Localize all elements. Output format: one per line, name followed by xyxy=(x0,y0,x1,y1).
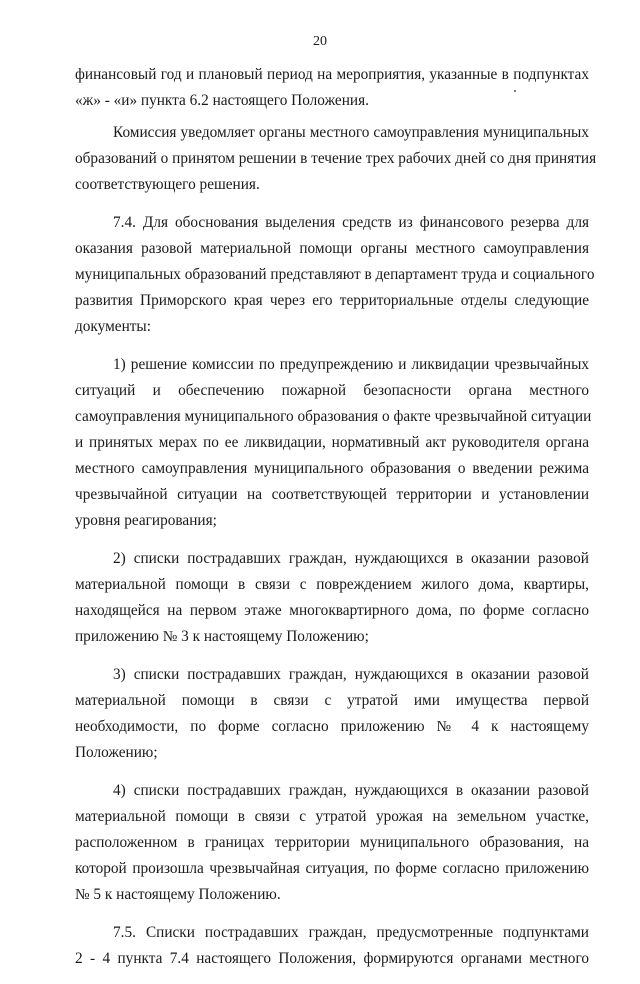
text-line: «ж» - «и» пункта 6.2 настоящего Положения. xyxy=(75,92,369,109)
text-line: образований о принятом решении в течение трех рабочих дней со дня принятия xyxy=(75,150,597,167)
paragraph-7-4 xyxy=(75,210,595,340)
text-line: которой произошла чрезвычайная ситуация, по форме согласно приложению xyxy=(75,860,589,877)
text-line: приложению № 3 к настоящему Положению; xyxy=(75,628,369,645)
text-line: Положению; xyxy=(75,744,158,761)
text-line: соответствующего решения. xyxy=(75,176,260,193)
text-line: и принятых мерах по ее ликвидации, нормативный акт руководителя органа xyxy=(75,434,589,451)
text-line: материальной помощи в связи с утратой урожая на земельном участке, xyxy=(75,808,589,825)
document-body xyxy=(75,62,597,984)
text-line: муниципальных образований представляют в департамент труда и социального xyxy=(75,266,595,283)
text-line: Комиссия уведомляет органы местного самоуправления муниципальных xyxy=(113,124,589,141)
text-line: № 5 к настоящему Положению. xyxy=(75,886,281,903)
text-line: самоуправления муниципального образования о факте чрезвычайной ситуации xyxy=(75,408,592,425)
text-line: необходимости, по форме согласно приложению № 4 к настоящему xyxy=(75,718,589,735)
text-line: 7.5. Списки пострадавших граждан, предусмотренные подпунктами xyxy=(113,924,589,941)
paragraph-continuation xyxy=(75,62,589,114)
text-line: финансовый год и плановый период на мероприятия, указанные в подпунктах xyxy=(75,66,589,83)
paragraph-item-3 xyxy=(75,662,589,766)
page-number: 20 xyxy=(313,34,327,49)
text-line: оказания разовой материальной помощи органы местного самоуправления xyxy=(75,240,589,257)
text-line: 1) решение комиссии по предупреждению и ликвидации чрезвычайных xyxy=(113,356,589,373)
text-line: расположенном в границах территории муниципального образования, на xyxy=(75,834,589,851)
text-line: 3) списки пострадавших граждан, нуждающихся в оказании разовой xyxy=(113,666,589,683)
paragraph-commission-notice xyxy=(75,120,597,198)
paragraph-7-5 xyxy=(75,920,589,972)
text-line: 2) списки пострадавших граждан, нуждающихся в оказании разовой xyxy=(113,550,589,567)
text-line: 7.4. Для обоснования выделения средств из финансового резерва для xyxy=(113,214,589,231)
text-line: развития Приморского края через его территориальные отделы следующие xyxy=(75,292,589,309)
text-line: чрезвычайной ситуации на соответствующей территории и установлении xyxy=(75,486,589,503)
text-line: материальной помощи в связи с повреждением жилого дома, квартиры, xyxy=(75,576,589,593)
text-line: находящейся на первом этаже многоквартирного дома, по форме согласно xyxy=(75,602,589,619)
paragraph-item-1 xyxy=(75,352,592,534)
text-line: материальной помощи в связи с утратой ими имущества первой xyxy=(75,692,589,709)
text-line: местного самоуправления муниципального образования о введении режима xyxy=(75,460,589,477)
text-line: 4) списки пострадавших граждан, нуждающихся в оказании разовой xyxy=(113,782,589,799)
paragraph-item-2 xyxy=(75,546,589,650)
text-line: 2 - 4 пункта 7.4 настоящего Положения, формируются органами местного xyxy=(75,950,589,967)
text-line: уровня реагирования; xyxy=(75,512,217,529)
paragraph-item-4 xyxy=(75,778,589,908)
text-line: документы: xyxy=(75,318,151,335)
text-line: ситуаций и обеспечению пожарной безопасности органа местного xyxy=(75,382,589,399)
